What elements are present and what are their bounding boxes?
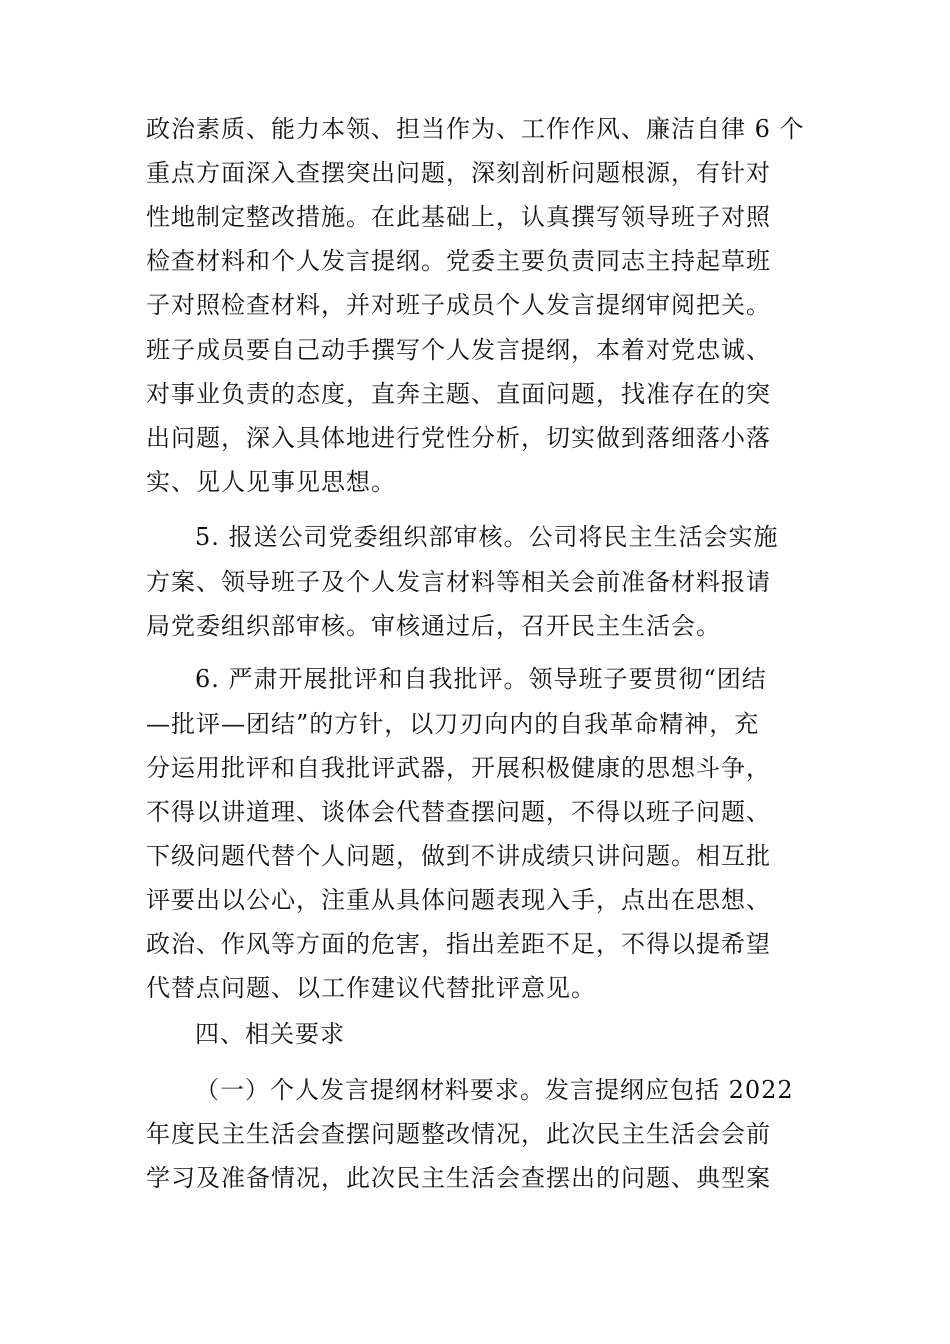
- text-line: 评要出以公心，注重从具体问题表现入手，点出在思想、: [146, 886, 771, 914]
- text-line: 检查材料和个人发言提纲。党委主要负责同志主持起草班: [146, 247, 771, 275]
- text-line: 方案、领导班子及个人发言材料等相关会前准备材料报请: [146, 568, 771, 596]
- text-line: 对事业负责的态度，直奔主题、直面问题，找准存在的突: [146, 380, 771, 408]
- text-line: 学习及准备情况，此次民主生活会查摆出的问题、典型案: [146, 1164, 771, 1192]
- text-line: 子对照检查材料，并对班子成员个人发言提纲审阅把关。: [146, 291, 771, 319]
- section-heading: 四、相关要求: [195, 1020, 345, 1048]
- text-line: 政治素质、能力本领、担当作为、工作作风、廉洁自律 6 个: [146, 115, 805, 143]
- subsection-heading-line: （一）个人发言提纲材料要求。发言提纲应包括 2022: [195, 1076, 794, 1104]
- text-line: —批评—团结”的方针，以刀刃向内的自我革命精神，充: [146, 710, 760, 738]
- text-line: 代替点问题、以工作建议代替批评意见。: [146, 974, 596, 1002]
- text-line: 局党委组织部审核。审核通过后，召开民主生活会。: [146, 612, 721, 640]
- text-line: 不得以讲道理、谈体会代替查摆问题，不得以班子问题、: [146, 798, 771, 826]
- paragraph-5-heading-line: 5. 报送公司党委组织部审核。公司将民主生活会实施: [195, 523, 779, 551]
- text-line: 政治、作风等方面的危害，指出差距不足，不得以提希望: [146, 930, 771, 958]
- paragraph-6-heading-line: 6. 严肃开展批评和自我批评。领导班子要贯彻“团结: [195, 665, 767, 693]
- text-line: 班子成员要自己动手撰写个人发言提纲，本着对党忠诚、: [146, 336, 771, 364]
- text-line: 实、见人见事见思想。: [146, 468, 396, 496]
- text-line: 重点方面深入查摆突出问题，深刻剖析问题根源，有针对: [146, 159, 771, 187]
- text-line: 分运用批评和自我批评武器，开展积极健康的思想斗争，: [146, 754, 771, 782]
- text-line: 年度民主生活会查摆问题整改情况，此次民主生活会会前: [146, 1120, 771, 1148]
- text-line: 下级问题代替个人问题，做到不讲成绩只讲问题。相互批: [146, 842, 771, 870]
- text-line: 出问题，深入具体地进行党性分析，切实做到落细落小落: [146, 424, 771, 452]
- text-line: 性地制定整改措施。在此基础上，认真撰写领导班子对照: [146, 203, 771, 231]
